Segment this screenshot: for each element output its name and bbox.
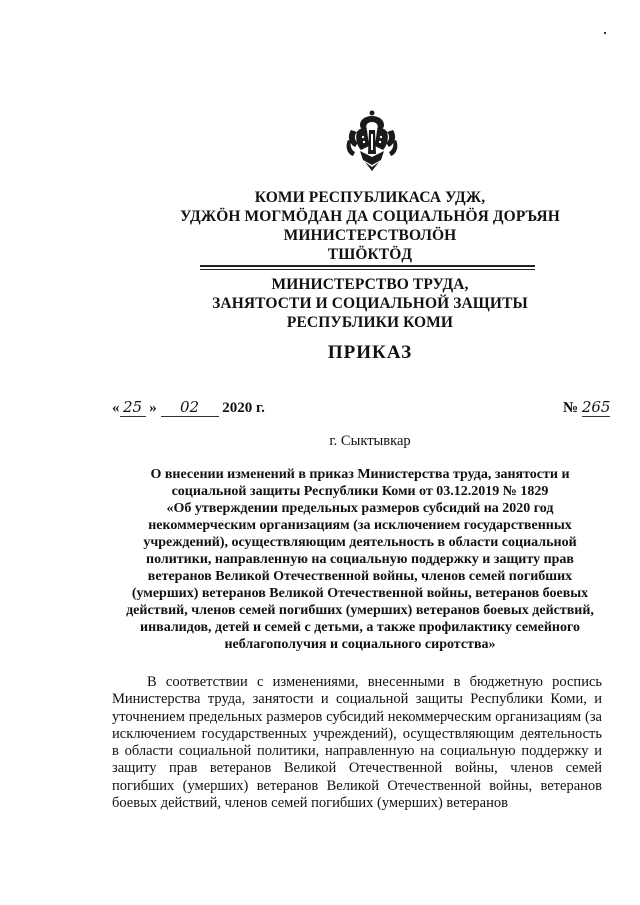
number-label: № [563,400,579,416]
date-month-handwritten: 02 [161,398,219,417]
subject-line: (умерших) ветеранов Великой Отечественной войны, ветеранов боевых [131,586,589,601]
subject-line: политики, направленную на социальную поддержку и защиту прав [146,552,574,567]
subject-line: инвалидов, детей и семей с детьми, а также профилактику семейного [140,620,580,635]
header-divider-thin [200,269,535,270]
number-value-handwritten: 265 [581,398,611,416]
header-ministry-line: ЗАНЯТОСТИ И СОЦИАЛЬНОЙ ЗАЩИТЫ [212,295,528,312]
header-komi-line: КОМИ РЕСПУБЛИКАСА УДЖ, [254,189,486,206]
header-komi-language [150,188,590,264]
date-year: 2020 г. [222,400,265,416]
header-ministry-russian [150,275,590,332]
header-divider-thick [200,265,535,267]
header-komi-line: МИНИСТЕРСТВОЛӦН [283,227,457,244]
subject-line: учреждений), осуществляющим деятельность в области социальной [143,535,577,550]
subject-line: действий, членов семей погибших (умерших) ветеранов боевых действий, [126,603,594,618]
komi-emblem-icon [343,110,401,172]
date-open-quote: « [112,400,120,416]
order-date [112,398,265,417]
subject-line: неблагополучия и социального сиротства» [224,637,496,652]
order-title: ПРИКАЗ [327,342,413,363]
header-ministry-line: РЕСПУБЛИКИ КОМИ [286,314,454,331]
body-paragraph: В соответствии с изменениями, внесенными в бюджетную роспись Министерства труда, занятости и социальной защиты Республики Коми, и уточнением предельных размеров субсидий некоммерческим организациям (за исключением государственных учреждений), осуществляющим деятельность в области социальной политики, направленную на социальную поддержку и защиту прав ветеранов Великой Отечественной войны, членов семей погибших (умерших) ветеранов Великой Отечественной войны, ветеранов боевых действий, членов семей погибших (умерших) ветеранов [112,674,602,812]
subject-line: О внесении изменений в приказ Министерства труда, занятости и [150,467,570,482]
order-subject [110,466,610,653]
header-ministry-line: МИНИСТЕРСТВО ТРУДА, [271,276,469,293]
order-number [563,398,610,417]
header-komi-line: УДЖӦН МОГМӦДАН ДА СОЦИАЛЬНӦЯ ДОРЪЯН [180,208,560,225]
subject-line: «Об утверждении предельных размеров субсидий на 2020 год [166,501,554,516]
subject-line: некоммерческим организациям (за исключением государственных [148,518,572,533]
scan-speck [604,32,606,34]
date-day-handwritten: 25 [120,398,146,417]
date-close-quote: » [149,400,157,416]
city-name: г. Сыктывкар [329,433,411,449]
subject-line: социальной защиты Республики Коми от 03.12.2019 № 1829 [171,484,549,499]
header-komi-line: ТШӦКТӦД [327,246,413,263]
body-paragraph-container [112,674,602,812]
subject-line: ветеранов Великой Отечественной войны, членов семей погибших [147,569,573,584]
